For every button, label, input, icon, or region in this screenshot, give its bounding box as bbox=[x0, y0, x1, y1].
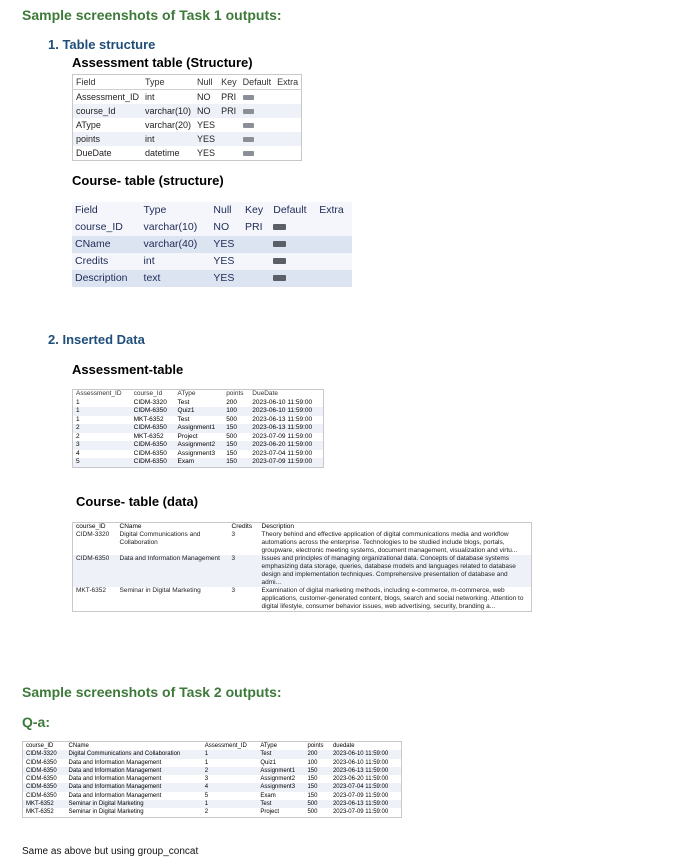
table-cell: 100 bbox=[223, 407, 249, 416]
null-badge-cell bbox=[270, 253, 316, 270]
table-cell: 3 bbox=[229, 555, 259, 587]
section2-title: 2. Inserted Data bbox=[48, 332, 145, 347]
table-row bbox=[73, 531, 532, 555]
table-cell: CIDM-6350 bbox=[131, 441, 175, 450]
table-row bbox=[73, 407, 324, 416]
table-cell: 1 bbox=[202, 800, 258, 808]
table-cell: 2023-06-10 11:59:00 bbox=[332, 759, 389, 766]
column-header: Field bbox=[75, 204, 98, 216]
table-cell: 2023-06-10 11:59:00 bbox=[252, 398, 313, 406]
table-cell: 150 bbox=[223, 458, 249, 467]
table-cell: NO bbox=[213, 221, 230, 233]
table-cell: 2023-06-13 11:59:00 bbox=[330, 800, 402, 808]
table-cell: 2 bbox=[73, 424, 131, 433]
column-header: Assessment_ID bbox=[204, 743, 247, 749]
table-cell: 1 bbox=[76, 415, 80, 423]
table-cell bbox=[242, 253, 270, 270]
table-row bbox=[73, 146, 302, 161]
task1-heading: Sample screenshots of Task 1 outputs: bbox=[22, 7, 282, 23]
table-cell: varchar(20) bbox=[145, 120, 192, 130]
table-cell: CIDM-6350 bbox=[131, 407, 175, 416]
table-row bbox=[73, 90, 302, 105]
null-badge-icon bbox=[243, 95, 254, 100]
table-cell: Quiz1 bbox=[260, 759, 277, 766]
table-cell: Examination of digital marketing methods, including e-commerce, m-commerce, web applications, customer-generated content, blogs, search and social networking. Attention to digital lifestyle, consumer behavior issues, web advertising, security, branding a... bbox=[261, 587, 524, 610]
table-cell bbox=[316, 219, 352, 236]
table-cell: 4 bbox=[76, 449, 80, 457]
table-cell: NO bbox=[194, 104, 218, 118]
table-cell: 500 bbox=[226, 415, 238, 423]
table-cell: CIDM-6350 bbox=[73, 555, 117, 587]
table-cell: 2023-06-10 11:59:00 bbox=[249, 407, 323, 416]
table-cell bbox=[242, 236, 270, 253]
table-row bbox=[73, 118, 302, 132]
table-cell: CIDM-3320 bbox=[133, 398, 167, 406]
table-cell: 2023-06-10 11:59:00 bbox=[330, 750, 402, 758]
table-row bbox=[73, 587, 532, 612]
table-cell: CIDM-6350 bbox=[26, 776, 57, 783]
table-cell: course_ID bbox=[75, 221, 123, 233]
table-cell: datetime bbox=[145, 148, 180, 158]
table-row bbox=[73, 416, 324, 425]
table-row bbox=[72, 270, 352, 287]
table-cell: MKT-6352 bbox=[133, 432, 164, 440]
task2-heading: Sample screenshots of Task 2 outputs: bbox=[22, 684, 282, 700]
table-cell: 2023-06-20 11:59:00 bbox=[249, 441, 323, 450]
table-row bbox=[73, 555, 532, 587]
table-cell: CIDM-6350 bbox=[26, 792, 57, 799]
table-cell: 2023-07-04 11:59:00 bbox=[252, 449, 313, 457]
table-cell: YES bbox=[197, 120, 216, 130]
table-cell: 150 bbox=[223, 441, 249, 450]
table-cell: 2023-06-13 11:59:00 bbox=[330, 767, 402, 775]
table-cell: NO bbox=[197, 92, 211, 102]
table-cell: MKT-6352 bbox=[26, 809, 54, 816]
table-cell: YES bbox=[210, 236, 242, 253]
table-cell: CIDM-3320 bbox=[23, 750, 66, 758]
table-cell: int bbox=[145, 92, 155, 102]
null-badge-cell bbox=[240, 104, 275, 118]
table-cell: varchar(40) bbox=[141, 236, 211, 253]
table-cell: Seminar in Digital Marketing bbox=[68, 809, 144, 816]
table-cell: 2023-07-09 11:59:00 bbox=[332, 792, 389, 799]
table-cell: YES bbox=[194, 132, 218, 146]
column-header: Key bbox=[245, 204, 264, 216]
table-cell bbox=[274, 118, 302, 132]
table-row bbox=[72, 253, 352, 270]
table-cell: Assignment1 bbox=[257, 767, 304, 775]
null-badge-icon bbox=[273, 224, 286, 230]
table-cell: text bbox=[141, 270, 211, 287]
table-cell: 4 bbox=[202, 783, 258, 791]
table-cell: 3 bbox=[204, 776, 209, 783]
table-cell bbox=[316, 270, 352, 287]
column-header: points bbox=[307, 743, 324, 749]
table-cell: YES bbox=[197, 148, 216, 158]
table-cell: 5 bbox=[204, 792, 209, 799]
table-row bbox=[73, 132, 302, 146]
table-cell: Description bbox=[72, 270, 141, 287]
table-row bbox=[23, 775, 402, 783]
table-cell: Assignment1 bbox=[174, 424, 223, 433]
column-header: Field bbox=[73, 75, 143, 90]
table-cell: 2 bbox=[202, 767, 258, 775]
table-cell: 2023-06-13 11:59:00 bbox=[252, 415, 313, 423]
column-header: Default bbox=[240, 75, 275, 90]
table-row bbox=[23, 792, 402, 800]
table-cell bbox=[218, 118, 240, 132]
table-row bbox=[23, 759, 402, 767]
table-cell: 1 bbox=[73, 407, 131, 416]
table-cell: Exam bbox=[174, 458, 223, 467]
table-cell: 3 bbox=[73, 441, 131, 450]
table-cell: 500 bbox=[307, 809, 318, 816]
course-data-title: Course- table (data) bbox=[76, 494, 199, 509]
table-cell bbox=[274, 104, 302, 118]
table-cell: 150 bbox=[304, 767, 329, 775]
table-cell: 150 bbox=[223, 424, 249, 433]
table-cell: PRI bbox=[221, 92, 237, 102]
table-cell: 100 bbox=[307, 759, 318, 766]
table-row bbox=[23, 808, 402, 817]
table-cell: CIDM-6350 bbox=[23, 767, 66, 775]
table-cell: Data and Information Management bbox=[68, 759, 162, 766]
table-cell: 2 bbox=[204, 809, 209, 816]
table-cell bbox=[316, 236, 352, 253]
table-cell: CIDM-3320 bbox=[76, 531, 110, 538]
table-cell: 3 bbox=[231, 531, 236, 538]
table-cell: Data and Information Management bbox=[68, 792, 162, 799]
column-header: Extra bbox=[319, 204, 344, 216]
table-cell: 2023-07-04 11:59:00 bbox=[330, 783, 402, 791]
table-cell: course_Id bbox=[73, 104, 143, 118]
table-cell: 2 bbox=[76, 432, 80, 440]
table-cell: Seminar in Digital Marketing bbox=[119, 587, 201, 594]
table-cell: points bbox=[73, 132, 143, 146]
table-row bbox=[73, 104, 302, 118]
table-cell: Assignment2 bbox=[260, 776, 296, 783]
column-header: Type bbox=[142, 75, 194, 90]
table-cell: Data and Information Management bbox=[117, 555, 229, 587]
table-cell: 5 bbox=[73, 458, 131, 467]
table-cell bbox=[316, 253, 352, 270]
table-cell: 150 bbox=[307, 776, 318, 783]
column-header: Default bbox=[273, 204, 307, 216]
course-data-table bbox=[72, 522, 532, 612]
table-cell: 500 bbox=[226, 432, 238, 440]
table-cell: 200 bbox=[304, 750, 329, 758]
table-cell: 2023-07-09 11:59:00 bbox=[332, 809, 389, 816]
table-row bbox=[72, 236, 352, 253]
null-badge-icon bbox=[273, 258, 286, 264]
table-row bbox=[73, 441, 324, 450]
table-cell: CIDM-6350 bbox=[131, 424, 175, 433]
table-row bbox=[73, 458, 324, 467]
table-cell bbox=[218, 146, 240, 161]
qa-label: Q-a: bbox=[22, 714, 50, 730]
assessment-structure-title: Assessment table (Structure) bbox=[72, 55, 253, 70]
assessment-data-title: Assessment-table bbox=[72, 362, 184, 377]
null-badge-cell bbox=[270, 236, 316, 253]
table-cell: 2023-06-20 11:59:00 bbox=[332, 776, 389, 783]
table-cell: 1 bbox=[204, 759, 209, 766]
table-row bbox=[73, 433, 324, 442]
table-cell: Project bbox=[177, 432, 198, 440]
table-cell: PRI bbox=[218, 104, 240, 118]
table-cell: Test bbox=[257, 750, 304, 758]
table-cell: Seminar in Digital Marketing bbox=[66, 800, 202, 808]
qa-result-table bbox=[22, 741, 402, 818]
table-cell: int bbox=[142, 132, 194, 146]
assessment-data-table bbox=[72, 389, 324, 468]
column-header: duedate bbox=[332, 743, 355, 749]
table-cell: Test bbox=[257, 800, 304, 808]
null-badge-cell bbox=[240, 132, 275, 146]
course-structure-title: Course- table (structure) bbox=[72, 173, 224, 188]
table-cell: Assignment3 bbox=[177, 449, 216, 457]
table-cell: varchar(10) bbox=[142, 104, 194, 118]
table-cell: MKT-6352 bbox=[133, 415, 164, 423]
table-cell: MKT-6352 bbox=[76, 587, 106, 594]
null-badge-icon bbox=[243, 123, 254, 128]
null-badge-cell bbox=[270, 219, 316, 236]
column-header: CName bbox=[119, 523, 142, 530]
table-cell bbox=[218, 132, 240, 146]
table-cell: YES bbox=[213, 255, 235, 267]
table-row bbox=[73, 450, 324, 459]
table-cell: int bbox=[143, 255, 155, 267]
column-header: Null bbox=[213, 204, 232, 216]
table-cell: 2023-06-13 11:59:00 bbox=[249, 424, 323, 433]
column-header: Credits bbox=[231, 523, 253, 530]
table-cell: Assessment_ID bbox=[76, 92, 140, 102]
table-cell: Digital Communications and Collaboration bbox=[119, 531, 201, 546]
column-header: Key bbox=[218, 75, 240, 90]
table-row bbox=[72, 219, 352, 236]
table-cell: Data and Information Management bbox=[66, 767, 202, 775]
table-cell: 200 bbox=[226, 398, 238, 406]
table-cell: 500 bbox=[304, 800, 329, 808]
null-badge-cell bbox=[240, 146, 275, 161]
table-cell: Digital Communications and Collaboration bbox=[66, 750, 202, 758]
null-badge-icon bbox=[243, 137, 254, 142]
table-cell: 150 bbox=[226, 449, 238, 457]
table-cell: PRI bbox=[245, 221, 263, 233]
section1-title: 1. Table structure bbox=[48, 37, 156, 52]
table-cell: CIDM-6350 bbox=[131, 458, 175, 467]
table-cell bbox=[274, 146, 302, 161]
null-badge-icon bbox=[273, 241, 286, 247]
column-header: course_ID bbox=[76, 523, 106, 530]
table-cell: DueDate bbox=[76, 148, 112, 158]
column-header: points bbox=[226, 390, 244, 397]
table-cell: 2023-07-09 11:59:00 bbox=[252, 432, 313, 440]
table-cell: YES bbox=[210, 270, 242, 287]
table-cell bbox=[274, 90, 302, 105]
null-badge-cell bbox=[270, 270, 316, 287]
null-badge-cell bbox=[240, 118, 275, 132]
column-header: Assessment_ID bbox=[76, 390, 122, 397]
table-cell: Theory behind and effective application of digital communications media and workflow automations across the enterprise. Technologies to be studied include blogs, portals, groupware, electronic meeting systems, document management, visualization and virtu... bbox=[261, 531, 518, 554]
table-cell: Data and Information Management bbox=[68, 776, 162, 783]
table-cell: 1 bbox=[76, 398, 80, 406]
table-cell: CIDM-6350 bbox=[133, 449, 167, 457]
table-cell: CName bbox=[72, 236, 141, 253]
null-badge-icon bbox=[243, 151, 254, 156]
table-cell bbox=[242, 270, 270, 287]
null-badge-cell bbox=[240, 90, 275, 105]
table-cell: Assignment3 bbox=[257, 783, 304, 791]
table-cell: CIDM-6350 bbox=[26, 759, 57, 766]
table-cell: Project bbox=[260, 809, 280, 816]
table-cell: Credits bbox=[75, 255, 109, 267]
column-header: Null bbox=[194, 75, 218, 90]
table-cell: Quiz1 bbox=[174, 407, 223, 416]
table-row bbox=[23, 800, 402, 808]
column-header: CName bbox=[68, 743, 89, 749]
column-header: DueDate bbox=[252, 390, 278, 397]
column-header: AType bbox=[260, 743, 277, 749]
table-cell: Data and Information Management bbox=[66, 783, 202, 791]
table-row bbox=[73, 399, 324, 408]
table-cell: Test bbox=[177, 398, 190, 406]
column-header: Description bbox=[261, 523, 295, 530]
table-cell: Issues and principles of managing organizational data. Concepts of database systems emphasizing data storage, queries, database models and languages related to database design and implementation techniques. Comprehensive presentation of database and admi... bbox=[259, 555, 532, 587]
course-structure-table bbox=[72, 202, 352, 287]
table-cell: 1 bbox=[202, 750, 258, 758]
table-cell: 150 bbox=[307, 792, 318, 799]
column-header: course_ID bbox=[26, 743, 54, 749]
table-cell: varchar(10) bbox=[143, 221, 198, 233]
column-header: course_Id bbox=[133, 390, 163, 397]
column-header: Type bbox=[143, 204, 167, 216]
table-cell: Assignment2 bbox=[174, 441, 223, 450]
table-cell: 150 bbox=[304, 783, 329, 791]
table-cell: Test bbox=[177, 415, 190, 423]
table-row bbox=[23, 783, 402, 791]
null-badge-icon bbox=[273, 275, 286, 281]
table-row bbox=[23, 767, 402, 775]
table-cell: 2023-07-09 11:59:00 bbox=[249, 458, 323, 467]
column-header: AType bbox=[177, 390, 196, 397]
table-row bbox=[23, 750, 402, 758]
table-cell: Exam bbox=[260, 792, 276, 799]
table-cell: 3 bbox=[231, 587, 236, 594]
null-badge-icon bbox=[243, 109, 254, 114]
table-cell: AType bbox=[76, 120, 101, 130]
footer-note: Same as above but using group_concat bbox=[22, 846, 199, 857]
assessment-structure-table bbox=[72, 74, 302, 161]
table-cell bbox=[274, 132, 302, 146]
table-cell: MKT-6352 bbox=[23, 800, 66, 808]
table-row bbox=[73, 424, 324, 433]
table-cell: CIDM-6350 bbox=[23, 783, 66, 791]
column-header: Extra bbox=[274, 75, 302, 90]
